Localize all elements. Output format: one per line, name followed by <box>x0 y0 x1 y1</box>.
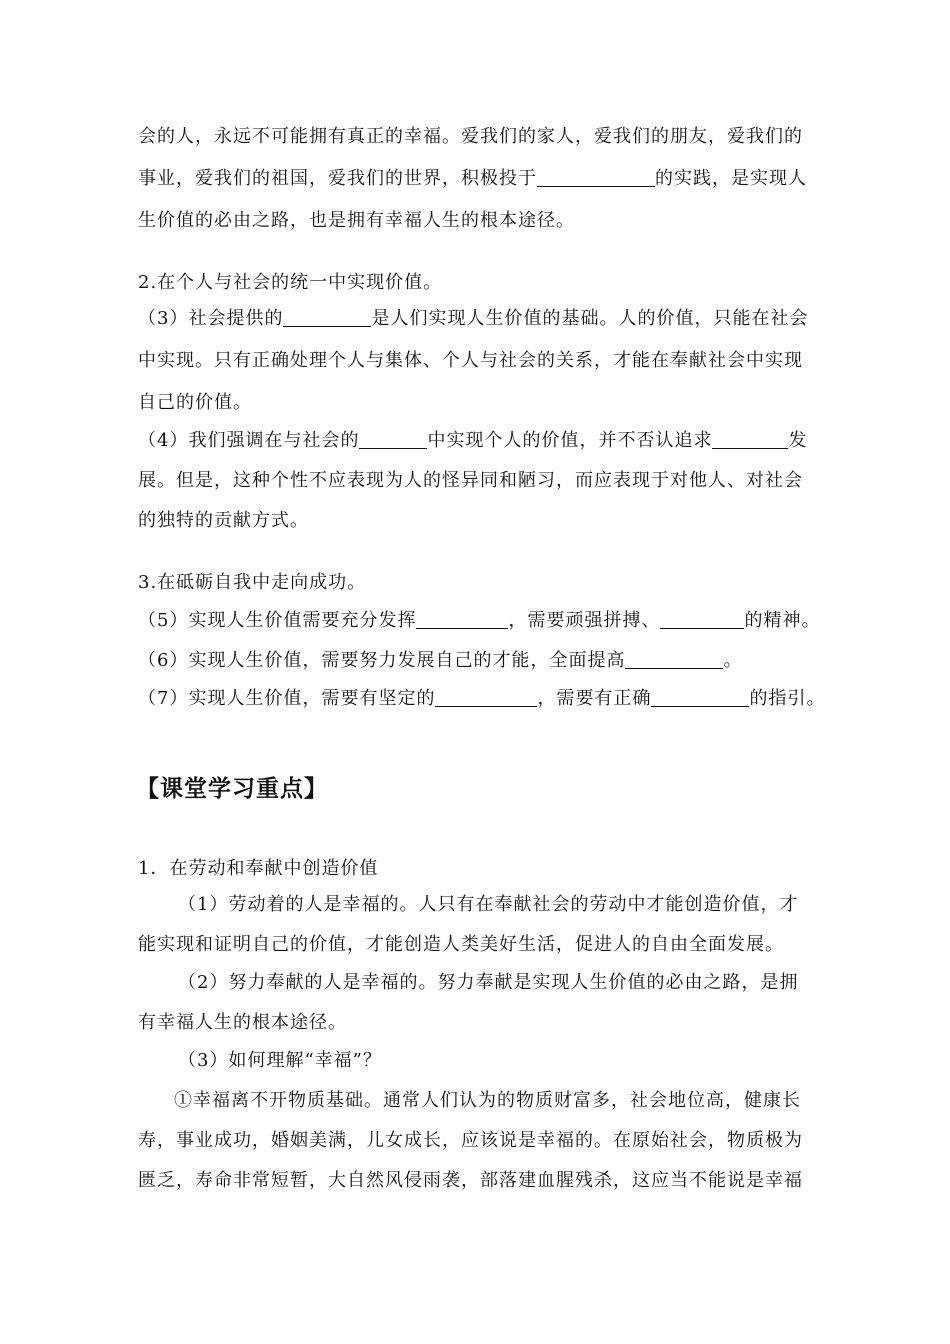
section-title: 3.在砥砺自我中走向成功。 <box>138 572 367 593</box>
focus-point-1-line-3: 匮乏，寿命非常短暂，大自然风侵雨袭，部落建血腥残杀，这应当不能说是幸福 <box>138 1170 803 1191</box>
intro-line-2: 事业，爱我们的祖国，爱我们的世界，积极投于 的实践，是实现人 <box>138 168 807 189</box>
question-7: （7）实现人生价值，需要有坚定的 ，需要有正确 的指引。 <box>138 688 826 709</box>
focus-paragraph-3-question: （3）如何理解“幸福”？ <box>178 1050 382 1071</box>
fill-blank[interactable] <box>651 688 749 707</box>
question-4-line-3: 的独特的贡献方式。 <box>138 510 309 531</box>
focus-point-1-line-1: ①幸福离不开物质基础。通常人们认为的物质财富多，社会地位高，健康长 <box>174 1090 801 1111</box>
fill-blank[interactable] <box>537 168 655 187</box>
focus-paragraph-2-line-2: 有幸福人生的根本途径。 <box>138 1012 347 1033</box>
question-3-line-1: （3）社会提供的 是人们实现人生价值的基础。人的价值，只能在社会 <box>138 308 809 329</box>
focus-item-title: 1．在劳动和奉献中创造价值 <box>138 858 379 879</box>
question-3-line-2: 中实现。只有正确处理个人与集体、个人与社会的关系，才能在奉献社会中实现 <box>138 350 803 371</box>
focus-heading: 【课堂学习重点】 <box>136 775 328 802</box>
fill-blank[interactable] <box>660 610 744 629</box>
fill-blank[interactable] <box>416 610 508 629</box>
focus-paragraph-2-line-1: （2）努力奉献的人是幸福的。努力奉献是实现人生价值的必由之路，是拥 <box>178 972 799 993</box>
question-3-line-3: 自己的价值。 <box>138 392 252 413</box>
intro-line-3: 生价值的必由之路，也是拥有幸福人生的根本途径。 <box>138 210 575 231</box>
fill-blank[interactable] <box>359 430 427 449</box>
focus-paragraph-1-line-1: （1）劳动着的人是幸福的。人只有在奉献社会的劳动中才能创造价值，才 <box>178 894 799 915</box>
question-4-line-1: （4）我们强调在与社会的 中实现个人的价值，并不否认追求 发 <box>138 430 808 451</box>
section-title: 2.在个人与社会的统一中实现价值。 <box>138 272 443 293</box>
question-6: （6）实现人生价值，需要努力发展自己的才能，全面提高 。 <box>138 650 743 671</box>
intro-line-1: 会的人，永远不可能拥有真正的幸福。爱我们的家人，爱我们的朋友，爱我们的 <box>138 126 803 147</box>
fill-blank[interactable] <box>435 688 537 707</box>
question-4-line-2: 展。但是，这种个性不应表现为人的怪异同和陋习，而应表现于对他人、对社会 <box>138 470 803 491</box>
fill-blank[interactable] <box>625 650 723 669</box>
focus-paragraph-1-line-2: 能实现和证明自己的价值，才能创造人类美好生活，促进人的自由全面发展。 <box>138 934 784 955</box>
question-5: （5）实现人生价值需要充分发挥 ，需要顽强拼搏、 的精神。 <box>138 610 821 631</box>
fill-blank[interactable] <box>283 308 371 327</box>
fill-blank[interactable] <box>712 430 788 449</box>
focus-point-1-line-2: 寿，事业成功，婚姻美满，儿女成长，应该说是幸福的。在原始社会，物质极为 <box>138 1130 803 1151</box>
